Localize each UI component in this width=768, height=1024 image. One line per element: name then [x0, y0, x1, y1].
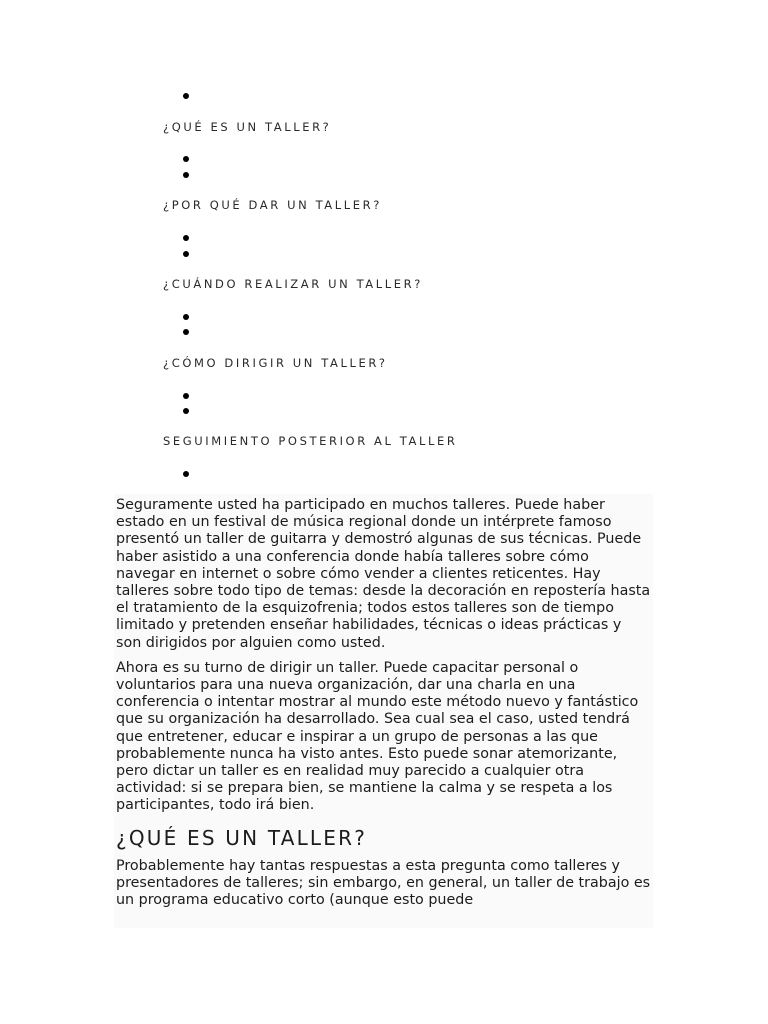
toc-link-por-que[interactable]: ¿POR QUÉ DAR UN TALLER?	[163, 198, 382, 212]
toc-link-como[interactable]: ¿CÓMO DIRIGIR UN TALLER?	[163, 356, 388, 370]
bullet-icon	[183, 408, 189, 414]
bullet-icon	[183, 156, 189, 162]
paragraph-intro: Seguramente usted ha participado en muchos talleres. Puede haber estado en un festival de música regional donde un intérprete famoso presentó un taller de guitarra y demostró algunas de sus técnicas. Puede haber asistido a una conferencia donde había talleres sobre cómo navegar en internet o sobre cómo vender a clientes reticentes. Hay talleres sobre todo tipo de temas: desde la decoración en repostería hasta el tratamiento de la esquizofrenia; todos estos talleres son de tiempo limitado y pretenden enseñar habilidades, técnicas o ideas prácticas y son dirigidos por alguien como usted.	[116, 497, 651, 651]
bullet-icon	[183, 393, 189, 399]
toc-link-seguimiento[interactable]: SEGUIMIENTO POSTERIOR AL TALLER	[163, 434, 458, 448]
bullet-icon	[183, 329, 189, 335]
toc-link-cuando[interactable]: ¿CUÁNDO REALIZAR UN TALLER?	[163, 277, 423, 291]
toc-link-que-es[interactable]: ¿QUÉ ES UN TALLER?	[163, 120, 332, 134]
bullet-icon	[183, 172, 189, 178]
bullet-icon	[183, 235, 189, 241]
section-heading: ¿QUÉ ES UN TALLER?	[116, 825, 368, 850]
paragraph-your-turn: Ahora es su turno de dirigir un taller. Puede capacitar personal o voluntarios para una nueva organización, dar una charla en una conferencia o intentar mostrar al mundo este método nuevo y fantástico que su organización ha desarrollado. Sea cual sea el caso, usted tendrá que entretener, educar e inspirar a un grupo de personas a las que probablemente nunca ha visto antes. Esto puede sonar atemorizante, pero dictar un taller es en realidad muy parecido a cualquier otra actividad: si se prepara bien, se mantiene la calma y se respeta a los participantes, todo irá bien.	[116, 659, 639, 814]
article-body	[114, 494, 653, 928]
bullet-icon	[183, 93, 189, 99]
paragraph-definition: Probablemente hay tantas respuestas a esta pregunta como talleres y presentadores de talleres; sin embargo, en general, un taller de trabajo es un programa educativo corto (aunque esto puede	[116, 857, 651, 909]
bullet-icon	[183, 251, 189, 257]
bullet-icon	[183, 471, 189, 477]
bullet-icon	[183, 314, 189, 320]
